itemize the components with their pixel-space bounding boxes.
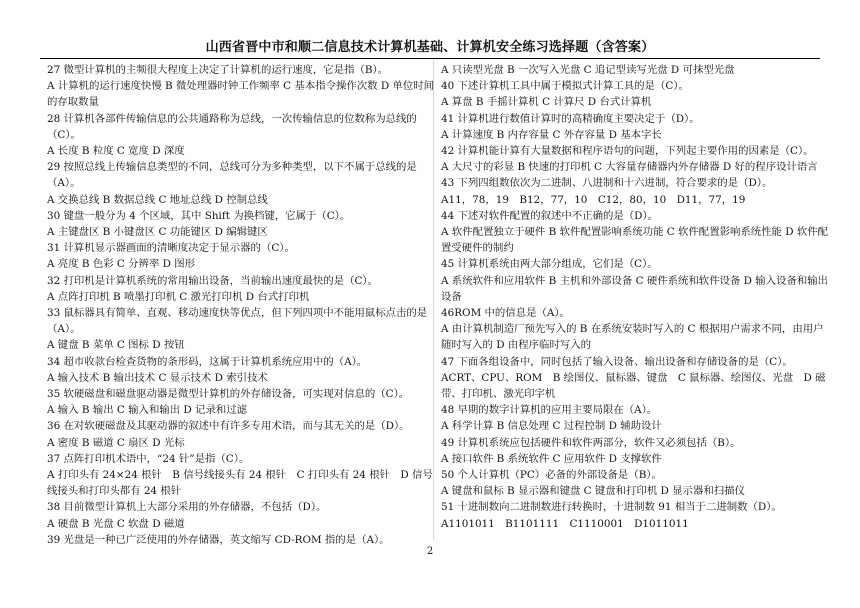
question-line: A 主键盘区 B 小键盘区 C 功能键区 D 编辑键区 (47, 226, 268, 239)
question-line: A 键盘和鼠标 B 显示器和键盘 C 键盘和打印机 D 显示器和扫描仪 (441, 485, 745, 498)
question-line: 36 在对软硬磁盘及其驱动器的叙述中有许多专用术语，而与其无关的是（D）。 (47, 420, 410, 433)
question-line: A 大尺寸的彩显 B 快速的打印机 C 大容量存储器内外存储器 D 好的程序设计语言 (441, 161, 818, 174)
question-line: A 密度 B 磁道 C 扇区 D 光标 (47, 436, 185, 449)
question-line: 43 下列四组数依次为二进制、八进制和十六进制，符合要求的是（D）。 (441, 177, 773, 190)
question-line: 35 软硬磁盘和磁盘驱动器是微型计算机的外存储设备，可实现对信息的（C）。 (47, 388, 410, 401)
question-line: 29 按照总线上传输信息类型的不同，总线可分为多种类型，以下不属于总线的是（A）。 (47, 161, 417, 190)
question-line: 39 光盘是一种已广泛使用的外存储器，英文缩写 CD-ROM 指的是（A）。 (47, 533, 390, 546)
question-line: 28 计算机各部件传输信息的公共通路称为总线，一次传输信息的位数称为总线的（C）。 (47, 112, 417, 141)
question-line: 30 键盘一般分为 4 个区域，其中 Shift 为换档键，它属于（C）。 (47, 209, 351, 222)
question-line: 41 计算机进行数值计算时的高精确度主要决定于（D）。 (441, 112, 700, 125)
question-line: 45 计算机系统由两大部分组成，它们是（C）。 (441, 258, 658, 271)
question-line: 32 打印机是计算机系统的常用输出设备，当前输出速度最快的是（C）。 (47, 274, 378, 287)
question-line: A 输入技术 B 输出技术 C 显示技术 D 索引技术 (47, 371, 268, 384)
question-line: A 点阵打印机 B 喷墨打印机 C 激光打印机 D 台式打印机 (47, 290, 310, 303)
question-line: 27 微型计算机的主频很大程度上决定了计算机的运行速度，它是指（B）。 (47, 64, 389, 76)
question-line: 38 目前微型计算机上大部分采用的外存储器，不包括（D）。 (47, 501, 327, 514)
question-line: A 接口软件 B 系统软件 C 应用软件 D 支撑软件 (441, 452, 662, 465)
question-line: A 软件配置独立于硬件 B 软件配置影响系统功能 C 软件配置影响系统性能 D 软件配置受硬件的制约 (441, 226, 829, 255)
question-line: 37 点阵打印机术语中，“24 针”是指（C）。 (47, 452, 250, 465)
question-line: 48 早期的数字计算机的应用主要局限在（A）。 (441, 404, 658, 417)
question-line: 49 计算机系统应包括硬件和软件两部分，软件又必须包括（B）。 (441, 436, 741, 449)
header-rule (40, 58, 820, 59)
question-line: A 键盘 B 菜单 C 图标 D 按钮 (47, 339, 185, 352)
question-line: A 系统软件和应用软件 B 主机和外部设备 C 硬件系统和软件设备 D 输入设备和输出设备 (441, 274, 829, 303)
left-column (47, 62, 435, 548)
question-line: A 计算机的运行速度快慢 B 微处理器时钟工作频率 C 基本指令操作次数 D 单位时间的存取数量 (47, 80, 435, 109)
question-line: A11，78，19 B12，77，10 C12，80，10 D11，77，19 (441, 193, 746, 206)
question-line: 34 超市收款台检查货物的条形码，这属于计算机系统应用中的（A）。 (47, 355, 368, 368)
question-line: A 由计算机制造厂预先写入的 B 在系统安装时写入的 C 根据用户需求不同，由用户随时写入的 D 由程序临时写入的 (441, 323, 824, 352)
question-line: A 计算速度 B 内存容量 C 外存容量 D 基本字长 (441, 128, 662, 141)
question-line: A1101011 B1101111 C1110001 D1011011 (441, 517, 689, 530)
question-line: A 亮度 B 色彩 C 分辨率 D 图形 (47, 258, 196, 271)
question-line: 50 个人计算机（PC）必备的外部设备是（B）。 (441, 469, 662, 482)
question-line: 42 计算机能计算有大量数据和程序语句的问题，下列起主要作用的因素是（C）。 (441, 145, 814, 158)
question-line: A 长度 B 粒度 C 宽度 D 深度 (47, 145, 185, 158)
question-line: 31 计算机显示器画面的清晰度决定于显示器的（C）。 (47, 242, 295, 255)
question-line: 40 下述计算机工具中属于模拟式计算工具的是（C）。 (441, 80, 689, 93)
question-line: A 交换总线 B 数据总线 C 地址总线 D 控制总线 (47, 193, 268, 206)
question-line: A 硬盘 B 光盘 C 软盘 D 磁道 (47, 517, 185, 530)
question-line: A 只读型光盘 B 一次写入光盘 C 追记型读写光盘 D 可抹型光盘 (441, 64, 735, 76)
page-number: 2 (426, 546, 434, 557)
question-line: A 算盘 B 手摇计算机 C 计算尺 D 台式计算机 (441, 96, 652, 109)
right-column (441, 62, 829, 532)
question-line: ACRT、CPU、ROM B 绘图仪、鼠标器、键盘 C 鼠标器、绘图仪、光盘 D 磁带、打印机、激光印字机 (441, 371, 826, 401)
question-line: A 打印头有 24×24 根针 B 信号线接头有 24 根针 C 打印头有 24 根针 D 信号线接头和打印头都有 24 根针 (47, 469, 433, 498)
page-header-title: 山西省晋中市和顺二信息技术计算机基础、计算机安全练习选择题（含答案） (205, 40, 655, 55)
question-line: 51 十进制数向二进制数进行转换时，十进制数 91 相当于二进制数（D）。 (441, 501, 782, 514)
question-line: A 科学计算 B 信息处理 C 过程控制 D 辅助设计 (441, 420, 662, 433)
question-line: 33 鼠标器具有简单、直观、移动速度快等优点，但下列四项中不能用鼠标点击的是（A）。 (47, 307, 428, 336)
question-line: A 输入 B 输出 C 输入和输出 D 记录和过滤 (47, 404, 248, 417)
question-line: 44 下述对软件配置的叙述中不正确的是（D）。 (441, 209, 659, 222)
question-line: 47 下面各组设备中，同时包括了输入设备、输出设备和存储设备的是（C）。 (441, 355, 793, 368)
question-line: 46ROM 中的信息是（A）。 (441, 307, 570, 320)
